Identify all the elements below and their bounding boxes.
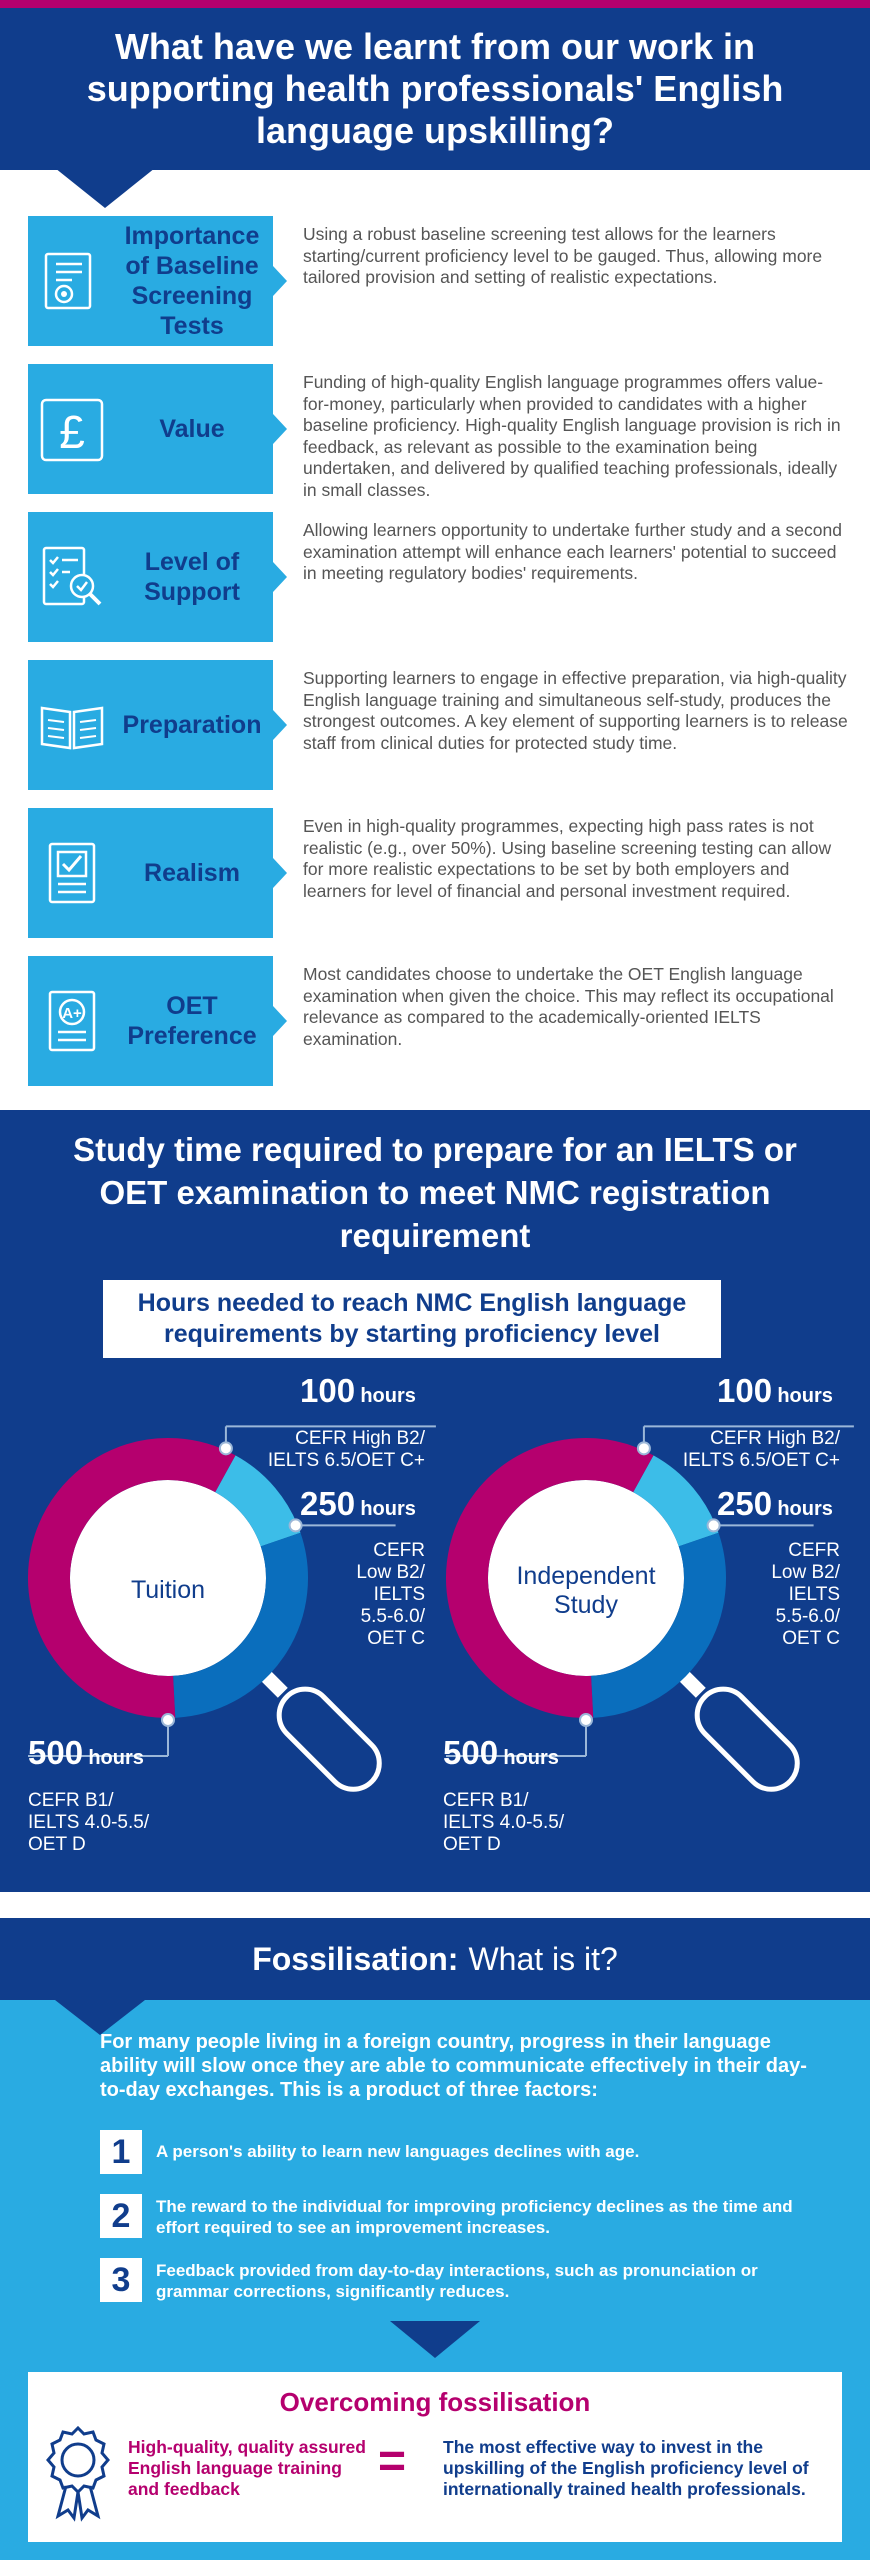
row-pointer <box>273 414 287 444</box>
desc-line: OET C <box>367 1628 425 1649</box>
top-accent-bar <box>0 0 870 8</box>
a-plus-document-icon <box>36 986 108 1058</box>
hours-unit: hours <box>88 1747 144 1769</box>
checklist-magnifier-icon <box>36 542 108 614</box>
desc-line: IELTS 4.0-5.5/ <box>28 1812 150 1833</box>
desc-line: IELTS <box>373 1584 425 1605</box>
learning-label-box <box>28 512 273 642</box>
svg-text:£: £ <box>59 406 85 458</box>
tuition-label-100 <box>300 1372 416 1409</box>
tuition-desc-500 <box>28 1790 208 1856</box>
learning-label: Value <box>159 415 225 443</box>
fossilisation-header <box>0 1918 870 2000</box>
learning-row-preparation <box>28 660 848 790</box>
learning-text: Funding of high-quality English language programmes offers value-for-money, particularly when provided to candidates with a higher baseline proficiency. High-quality English language provision is rich in feedback, as relevant as possible to the examination being undertaken, and delivered by qualified teaching professionals, ideally in small classes. <box>303 372 841 500</box>
learning-label: Preparation <box>122 711 262 739</box>
factor-text: The reward to the individual for improving proficiency declines as the time and effort required to see an improvement increases. <box>156 2197 793 2237</box>
learning-row-support <box>28 512 848 642</box>
checked-document-icon <box>36 838 108 910</box>
leader-dot <box>220 1442 232 1454</box>
desc-line: IELTS 6.5/OET C+ <box>682 1450 840 1471</box>
overcoming-left-text: High-quality, quality assured English language training and feedback <box>128 2437 366 2499</box>
learning-row-baseline <box>28 216 848 346</box>
center-line: Study <box>554 1591 618 1619</box>
pound-icon <box>36 394 108 466</box>
certificate-icon <box>36 246 108 318</box>
learning-label-box <box>28 216 273 346</box>
desc-line: CEFR High B2/ <box>295 1428 425 1449</box>
leader-dot <box>580 1714 592 1726</box>
overcoming-box <box>28 2372 842 2542</box>
learning-label: Level of Support <box>144 548 240 606</box>
desc-line: IELTS 6.5/OET C+ <box>267 1450 425 1471</box>
learning-label: Importance of Baseline Screening Tests <box>124 222 260 340</box>
overcoming-right-text: The most effective way to invest in the upskilling of the English proficiency level of internationally trained health professionals. <box>443 2437 809 2499</box>
independent-desc-250 <box>745 1540 840 1650</box>
fossilisation-title <box>0 1918 870 2000</box>
hours-unit: hours <box>777 1498 833 1520</box>
open-book-icon <box>36 690 108 762</box>
magnifier-handle <box>686 1678 808 1800</box>
factor-number: 3 <box>100 2258 142 2302</box>
page-title: What have we learnt from our work in supporting health professionals' English language upskilling? <box>86 26 784 151</box>
desc-line: CEFR B1/ <box>443 1790 529 1811</box>
row-pointer <box>273 710 287 740</box>
overcoming-title: Overcoming fossilisation <box>279 2387 591 2417</box>
factor-item <box>100 2130 820 2174</box>
hours-unit: hours <box>360 1385 416 1407</box>
row-pointer <box>273 858 287 888</box>
learning-text: Allowing learners opportunity to undertake further study and a second examination attempt will enhance each learners' potential to succeed in meeting regulatory bodies' requirements. <box>303 520 842 583</box>
desc-line: CEFR B1/ <box>28 1790 114 1811</box>
learning-row-oet <box>28 956 848 1086</box>
row-pointer <box>273 1006 287 1036</box>
learning-text: Using a robust baseline screening test allows for the learners starting/current proficiency level to be gauged. Thus, allowing more tailored provision and setting of realistic expectations. <box>303 224 823 287</box>
factor-number: 2 <box>100 2194 142 2238</box>
independent-desc-100 <box>655 1428 840 1472</box>
hours-unit: hours <box>777 1385 833 1407</box>
tuition-desc-100 <box>240 1428 425 1472</box>
svg-text:A+: A+ <box>62 1005 82 1022</box>
desc-line: Low B2/ <box>771 1562 840 1583</box>
leader-dot <box>162 1714 174 1726</box>
tuition-center-label <box>88 1576 248 1605</box>
center-line: Tuition <box>130 1576 206 1604</box>
factor-text: A person's ability to learn new languages declines with age. <box>156 2142 640 2161</box>
desc-line: OET D <box>28 1834 86 1855</box>
desc-line: IELTS <box>788 1584 840 1605</box>
factor-text: Feedback provided from day-to-day interactions, such as pronunciation or grammar corrections, significantly reduces. <box>156 2261 758 2301</box>
learning-text: Even in high-quality programmes, expecting high pass rates is not realistic (e.g., over 50%). Using baseline screening testing can allow for more realistic expectations to be set by both employers and learners for level of financial and personal investment required. <box>303 816 832 901</box>
leader-dot <box>638 1442 650 1454</box>
independent-desc-500 <box>443 1790 623 1856</box>
study-time-section <box>0 1110 870 1892</box>
tuition-desc-250 <box>330 1540 425 1650</box>
center-line: Independent <box>516 1562 656 1590</box>
tuition-label-250 <box>300 1485 416 1522</box>
learning-text: Most candidates choose to undertake the OET English language examination when given the choice. This may reflect its occupational relevance as compared to the academically-oriented IELTS examination. <box>303 964 834 1049</box>
fossilisation-title-rest: What is it? <box>468 1940 618 1977</box>
study-title: Study time required to prepare for an IELTS or OET examination to meet NMC registration requirement <box>73 1131 797 1254</box>
study-subtitle: Hours needed to reach NMC English language requirements by starting proficiency level <box>103 1280 721 1358</box>
hours-value: 500 <box>443 1734 499 1771</box>
fossilisation-title-bold: Fossilisation: <box>252 1940 459 1977</box>
hours-unit: hours <box>360 1498 416 1520</box>
independent-label-250 <box>717 1485 833 1522</box>
independent-label-500 <box>443 1734 559 1771</box>
magnifier-handle <box>268 1678 390 1800</box>
header-pointer <box>55 168 155 208</box>
factor-item <box>100 2258 820 2302</box>
independent-center-label <box>496 1562 676 1620</box>
learning-row-realism <box>28 808 848 938</box>
learning-label-box <box>28 808 273 938</box>
learning-row-value <box>28 364 848 500</box>
desc-line: CEFR <box>788 1540 840 1561</box>
award-rosette-icon <box>38 2422 118 2522</box>
hours-value: 250 <box>717 1485 773 1522</box>
down-arrow-icon <box>390 2321 480 2358</box>
row-pointer <box>273 562 287 592</box>
desc-line: IELTS 4.0-5.5/ <box>443 1812 565 1833</box>
desc-line: OET C <box>782 1628 840 1649</box>
hours-unit: hours <box>503 1747 559 1769</box>
learning-label: OET Preference <box>127 992 257 1050</box>
independent-label-100 <box>717 1372 833 1409</box>
header-banner <box>0 8 870 170</box>
desc-line: CEFR <box>373 1540 425 1561</box>
learning-label-box <box>28 660 273 790</box>
learning-label: Realism <box>144 859 240 887</box>
fossilisation-intro: For many people living in a foreign country, progress in their language ability will slow once they are able to communicate effectively in their day-to-day exchanges. This is a product of three factors: <box>100 2031 807 2101</box>
learning-text: Supporting learners to engage in effective preparation, via high-quality English language training and simultaneous self-study, produces the strongest outcomes. A key element of supporting learners is to release staff from clinical duties for protected study time. <box>303 668 848 753</box>
row-pointer <box>273 266 287 296</box>
desc-line: OET D <box>443 1834 501 1855</box>
learning-label-box <box>28 956 273 1086</box>
factor-number: 1 <box>100 2130 142 2174</box>
desc-line: Low B2/ <box>356 1562 425 1583</box>
desc-line: 5.5-6.0/ <box>360 1606 425 1627</box>
hours-value: 100 <box>300 1372 356 1409</box>
hours-value: 250 <box>300 1485 356 1522</box>
desc-line: 5.5-6.0/ <box>775 1606 840 1627</box>
learning-label-box <box>28 364 273 494</box>
hours-value: 500 <box>28 1734 84 1771</box>
hours-value: 100 <box>717 1372 773 1409</box>
tuition-label-500 <box>28 1734 144 1771</box>
desc-line: CEFR High B2/ <box>710 1428 840 1449</box>
factor-item <box>100 2194 820 2238</box>
equals-sign: = <box>377 2435 407 2488</box>
